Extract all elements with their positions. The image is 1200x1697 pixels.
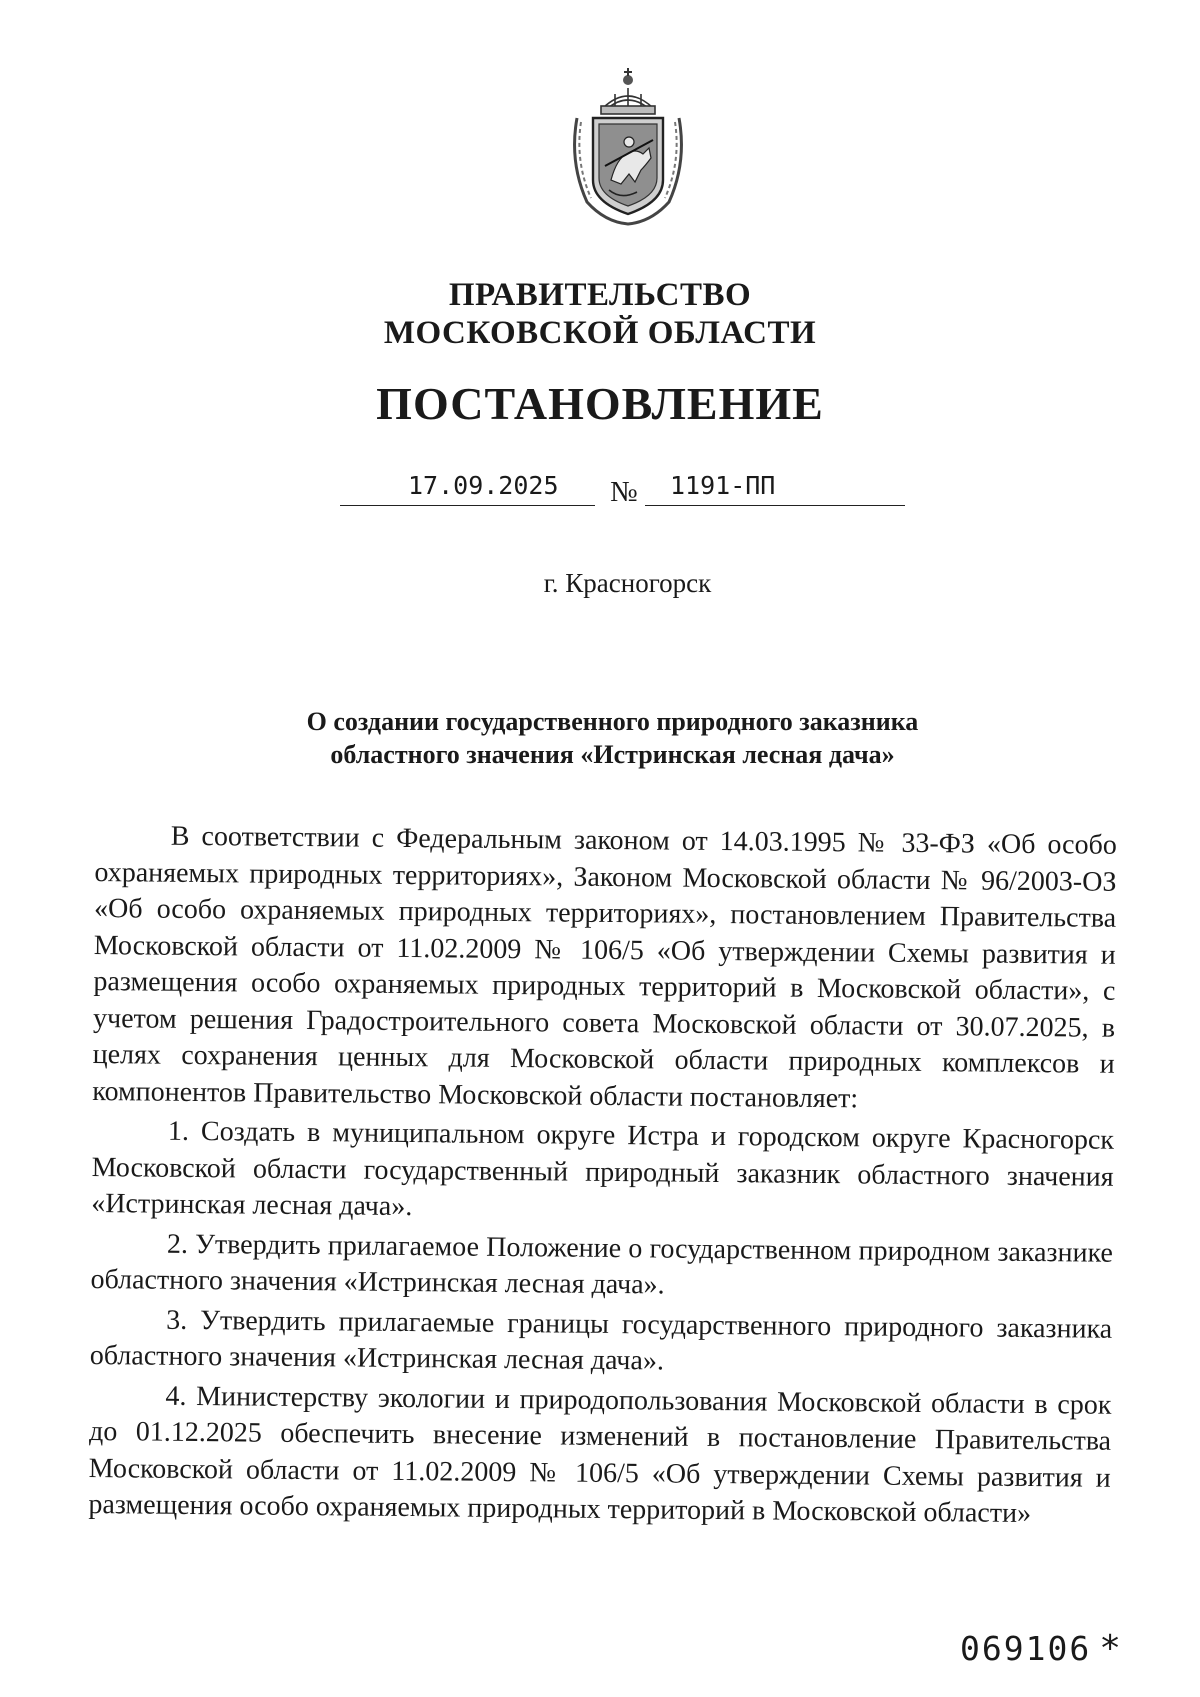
subject-line-1: О создании государственного природного заказника [306, 707, 919, 736]
city-of-issue: г. Красногорск [543, 568, 712, 598]
serial-number [960, 1628, 1123, 1669]
document-type-heading: ПОСТАНОВЛЕНИЕ [376, 378, 824, 429]
document-date: 17.09.2025 [408, 471, 559, 500]
document-subject [0, 705, 1200, 771]
coat-of-arms-emblem [565, 62, 691, 226]
authority-line-2: МОСКОВСКОЙ ОБЛАСТИ [383, 315, 817, 351]
serial-mark: * [1099, 1628, 1123, 1669]
clause-4: 4. Министерству экологии и природопользования Московской области в срок до 01.12.2025 обеспечить внесение изменений в постановление Правительства Московской области от 11.02.2009 № 106/5 «Об утверждении Схемы развития и размещения особо охраняемых природных территорий в Московской области» [88, 1380, 1112, 1530]
authority-line-1: ПРАВИТЕЛЬСТВО [448, 277, 752, 313]
date-underline [340, 505, 595, 506]
document-body [88, 818, 1117, 1533]
clause-2: 2. Утвердить прилагаемое Положение о государственном природном заказнике областного значения «Истринская лесная дача». [90, 1228, 1114, 1301]
document-number: 1191-ПП [670, 471, 776, 500]
issuing-authority [0, 276, 1200, 352]
registration-row [0, 468, 1200, 518]
clause-3: 3. Утвердить прилагаемые границы государственного природного заказника областного значения «Истринская лесная дача». [89, 1304, 1113, 1377]
number-underline [645, 505, 905, 506]
subject-line-2: областного значения «Истринская лесная дача» [330, 740, 895, 769]
clause-1: 1. Создать в муниципальном округе Истра и городском округе Красногорск Московской области государственный природный заказник областного значения «Истринская лесная дача». [91, 1115, 1115, 1223]
number-sign: № [610, 476, 638, 508]
serial-value: 069106 [960, 1629, 1092, 1668]
preamble-paragraph: В соответствии с Федеральным законом от 14.03.1995 № 33-ФЗ «Об особо охраняемых природных территориях», Законом Московской области № 96/2003-ОЗ «Об особо охраняемых природных территориях», постановлением Правительства Московской области от 11.02.2009 № 106/5 «Об утверждении Схемы развития и размещения особо охраняемых природных территорий в Московской области», с учетом решения Градостроительного совета Московской области от 30.07.2025, в целях сохранения ценных для Московской области природных комплексов и компонентов Правительство Московской области постановляет: [92, 820, 1117, 1114]
